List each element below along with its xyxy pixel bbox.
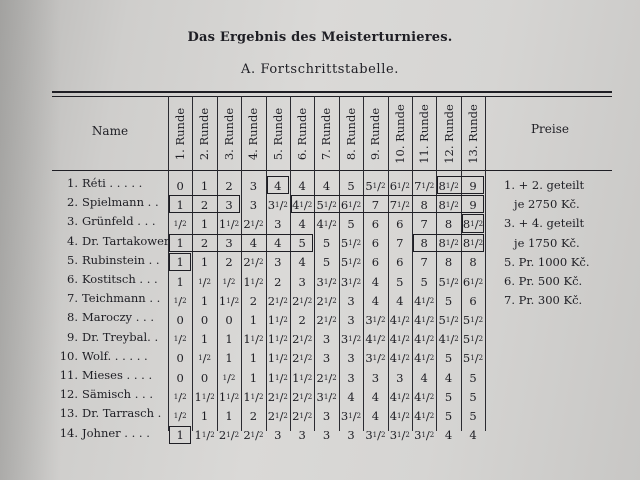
score-cell: 3 — [322, 351, 331, 366]
score-cell: 1 / 2 — [173, 216, 187, 231]
score-cell: 4 — [347, 389, 355, 404]
score-cell: 1 — [176, 197, 184, 212]
player-name: Mieses . . . . — [82, 368, 153, 382]
score-cell: 4 1 / 2 — [414, 408, 435, 423]
score-cell: 4 1 / 2 — [414, 389, 435, 404]
score-cell: 1 1 / 2 — [194, 389, 215, 404]
page-title: Das Ergebnis des Meisterturnieres. — [187, 30, 453, 45]
score-cell: 6 1 / 2 — [340, 197, 362, 212]
score-cell: 4 — [298, 255, 306, 270]
score-cell: 0 — [176, 351, 184, 366]
score-cell: 0 — [176, 370, 184, 385]
player-name: Kostitsch . . . — [82, 272, 158, 286]
round-header: 11. Runde — [417, 104, 432, 164]
score-cell: 3 — [347, 351, 355, 366]
score-cell: 5 1 / 2 — [438, 274, 459, 289]
score-cell: 4 1 / 2 — [414, 293, 435, 308]
score-cell: 4 — [322, 178, 331, 193]
round-header: 8. Runde — [344, 107, 358, 161]
score-cell: 4 — [371, 274, 380, 289]
header-separator-rule — [52, 170, 612, 171]
player-name: Dr. Tartakower — [82, 233, 170, 248]
score-cell: 5 — [347, 216, 355, 231]
score-cell: 2 1 / 2 — [267, 389, 288, 404]
score-cell: 8 — [420, 197, 428, 212]
score-cell: 1 / 2 — [222, 370, 236, 385]
player-name: Wolf. . . . . . — [82, 348, 148, 363]
score-cell: 6 1 / 2 — [389, 178, 410, 193]
score-cell: 3 — [298, 428, 306, 443]
score-cell: 1 1 / 2 — [243, 332, 264, 347]
player-number: 13. — [59, 406, 78, 421]
score-cell: 3 1 / 2 — [316, 389, 337, 404]
score-cell: 2 1 / 2 — [243, 216, 264, 231]
score-cell: 1 — [176, 428, 184, 443]
score-cell: 1 1 / 2 — [194, 428, 215, 443]
score-cell: 5 1 / 2 — [340, 236, 362, 251]
score-cell: 1 / 2 — [173, 389, 187, 404]
score-cell: 2 1 / 2 — [267, 408, 288, 423]
score-cell: 4 — [274, 236, 282, 251]
score-cell: 1 — [200, 255, 209, 270]
score-cell: 3 — [225, 197, 233, 212]
score-cell: 3 1 / 2 — [365, 312, 386, 327]
score-cell: 3 1 / 2 — [389, 428, 410, 443]
score-cell: 4 — [396, 293, 404, 308]
score-cell: 8 — [469, 255, 477, 270]
score-cell: 1 / 2 — [222, 274, 236, 289]
score-cell: 1 1 / 2 — [218, 389, 240, 404]
score-cell: 3 — [347, 293, 355, 308]
score-cell: 2 — [200, 197, 209, 212]
player-number: 9. — [67, 329, 78, 344]
score-cell: 3 — [347, 428, 355, 443]
score-cell: 2 — [225, 178, 233, 193]
score-cell: 3 — [371, 370, 380, 385]
score-cell: 2 — [225, 255, 233, 270]
score-cell: 4 1 / 2 — [438, 332, 459, 347]
player-name: Spielmann . . — [82, 195, 159, 210]
score-cell: 6 1 / 2 — [462, 274, 484, 289]
score-cell: 3 1 / 2 — [365, 428, 386, 443]
player-name: Réti . . . . . — [82, 176, 143, 190]
prize-line: 7. Pr. 300 Kč. — [504, 293, 583, 308]
score-cell: 7 — [420, 216, 428, 231]
score-cell: 8 — [444, 255, 453, 270]
score-cell: 1 — [200, 408, 209, 423]
score-cell: 7 — [420, 255, 428, 270]
score-cell: 2 1 / 2 — [243, 255, 264, 270]
score-cell: 3 — [274, 428, 282, 443]
score-cell: 5 — [298, 236, 306, 251]
table-subtitle: A. Fortschrittstabelle. — [241, 62, 399, 77]
score-cell: 1 — [249, 370, 258, 385]
score-cell: 3 — [322, 428, 331, 443]
leader-frame — [169, 195, 240, 213]
player-number: 6. — [67, 272, 78, 286]
round-header: 13. Runde — [466, 104, 480, 164]
score-cell: 4 1 / 2 — [365, 332, 386, 347]
score-cell: 5 — [444, 351, 453, 366]
score-cell: 6 — [396, 216, 404, 231]
score-cell: 1 / 2 — [173, 408, 187, 423]
score-cell: 2 — [249, 293, 258, 308]
score-cell: 5 1 / 2 — [462, 332, 484, 347]
score-cell: 5 — [469, 389, 477, 404]
score-cell: 3 — [347, 370, 355, 385]
score-cell: 1 1 / 2 — [243, 389, 264, 404]
score-cell: 1 1 / 2 — [267, 332, 288, 347]
round-header: 3. Runde — [222, 107, 236, 161]
player-name: Johner . . . . — [82, 425, 150, 440]
score-cell: 3 — [298, 274, 306, 289]
leader-frame — [169, 234, 313, 252]
score-cell: 8 1 / 2 — [438, 178, 459, 193]
player-name: Dr. Treybal. . — [82, 329, 159, 344]
round-header: 4. Runde — [246, 107, 261, 161]
score-cell: 4 — [298, 178, 306, 193]
score-cell: 1 1 / 2 — [218, 293, 240, 308]
score-cell: 1 / 2 — [173, 332, 187, 347]
score-cell: 7 1 / 2 — [389, 197, 410, 212]
round-header: 2. Runde — [197, 107, 212, 161]
score-cell: 2 1 / 2 — [292, 293, 313, 308]
column-divider — [485, 96, 486, 431]
score-cell: 3 1 / 2 — [340, 408, 362, 423]
player-number: 11. — [59, 368, 78, 382]
player-number: 8. — [67, 310, 78, 325]
score-cell: 0 — [176, 312, 184, 327]
score-cell: 6 — [396, 255, 404, 270]
score-cell: 4 — [298, 216, 306, 231]
score-cell: 4 — [469, 428, 477, 443]
score-cell: 5 — [322, 255, 331, 270]
round-header: 7. Runde — [319, 107, 334, 161]
score-cell: 8 1 / 2 — [438, 197, 459, 212]
score-cell: 3 — [274, 216, 282, 231]
score-cell: 3 — [347, 312, 355, 327]
score-cell: 5 — [469, 370, 477, 385]
score-cell: 4 1 / 2 — [389, 389, 410, 404]
score-cell: 1 — [249, 312, 258, 327]
score-cell: 4 1 / 2 — [414, 351, 435, 366]
score-cell: 0 — [176, 178, 184, 193]
score-cell: 2 1 / 2 — [316, 370, 337, 385]
prize-line: 6. Pr. 500 Kč. — [504, 274, 583, 288]
score-cell: 4 1 / 2 — [389, 312, 410, 327]
player-number: 1. — [67, 176, 78, 190]
score-cell: 3 — [225, 236, 233, 251]
score-cell: 1 1 / 2 — [292, 370, 313, 385]
player-number: 2. — [67, 195, 78, 210]
score-cell: 3 — [274, 255, 282, 270]
score-cell: 2 1 / 2 — [292, 351, 313, 366]
score-cell: 4 — [371, 389, 380, 404]
score-cell: 0 — [200, 370, 209, 385]
score-cell: 4 — [420, 370, 428, 385]
score-cell: 1 / 2 — [198, 351, 211, 366]
score-cell: 5 — [444, 293, 453, 308]
score-cell: 4 1 / 2 — [414, 332, 435, 347]
score-cell: 3 — [322, 332, 331, 347]
score-cell: 6 — [371, 255, 380, 270]
score-cell: 2 1 / 2 — [267, 293, 288, 308]
score-cell: 5 — [322, 236, 331, 251]
score-cell: 5 — [396, 274, 404, 289]
score-cell: 8 1 / 2 — [462, 216, 484, 231]
score-cell: 3 1 / 2 — [267, 197, 288, 212]
score-cell: 1 — [200, 293, 209, 308]
round-header: 10. Runde — [392, 104, 407, 164]
player-name: Grünfeld . . . — [82, 214, 156, 229]
round-header: 12. Runde — [441, 104, 456, 164]
score-cell: 1 — [200, 332, 209, 347]
prizes-column-header: Preise — [530, 122, 569, 136]
score-cell: 4 — [371, 293, 380, 308]
score-cell: 1 / 2 — [173, 293, 187, 308]
player-number: 10. — [59, 348, 78, 363]
score-cell: 0 — [200, 312, 209, 327]
score-cell: 7 1 / 2 — [414, 178, 435, 193]
score-cell: 2 1 / 2 — [316, 312, 337, 327]
score-cell: 6 — [371, 236, 380, 251]
score-cell: 1 1 / 2 — [267, 351, 288, 366]
score-cell: 4 — [274, 178, 282, 193]
round-header: 6. Runde — [295, 107, 310, 161]
score-cell: 2 1 / 2 — [243, 428, 264, 443]
score-cell: 9 — [469, 178, 477, 193]
score-cell: 1 1 / 2 — [243, 274, 264, 289]
score-cell: 4 1 / 2 — [316, 216, 337, 231]
score-cell: 5 1 / 2 — [365, 178, 386, 193]
prize-line: 5. Pr. 1000 Kč. — [504, 254, 590, 269]
score-cell: 1 1 / 2 — [218, 216, 240, 231]
player-name: Sämisch . . . — [82, 387, 153, 402]
score-cell: 5 1 / 2 — [340, 255, 362, 270]
score-cell: 3 — [396, 370, 404, 385]
score-cell: 4 1 / 2 — [389, 351, 410, 366]
score-cell: 2 — [274, 274, 282, 289]
score-cell: 2 1 / 2 — [292, 332, 313, 347]
score-cell: 3 — [322, 408, 331, 423]
round-header: 5. Runde — [270, 107, 285, 161]
prize-line: 3. + 4. geteilt — [504, 216, 585, 231]
round-header: 9. Runde — [368, 107, 383, 161]
score-cell: 5 — [420, 274, 428, 289]
score-cell: 8 — [444, 216, 453, 231]
player-number: 5. — [67, 252, 78, 267]
score-cell: 6 — [469, 293, 477, 308]
player-name: Rubinstein . . — [82, 252, 160, 267]
score-cell: 2 1 / 2 — [316, 293, 337, 308]
score-cell: 1 — [200, 178, 209, 193]
player-number: 7. — [67, 291, 78, 306]
score-cell: 8 1 / 2 — [462, 236, 484, 251]
score-cell: 3 — [249, 197, 258, 212]
leader-frame — [462, 214, 484, 232]
score-cell: 0 — [225, 312, 233, 327]
score-cell: 4 — [249, 236, 258, 251]
score-cell: 4 1 / 2 — [292, 197, 313, 212]
score-cell: 5 — [444, 389, 453, 404]
top-rule-thin — [52, 96, 612, 97]
leader-frame — [267, 176, 289, 194]
player-name: Maroczy . . . — [82, 310, 154, 325]
score-cell: 3 — [249, 178, 258, 193]
score-cell: 1 — [225, 408, 233, 423]
score-cell: 9 — [469, 197, 477, 212]
score-cell: 3 1 / 2 — [340, 274, 362, 289]
score-cell: 1 — [176, 236, 184, 251]
score-cell: 4 — [371, 408, 380, 423]
player-name: Teichmann . . — [82, 291, 161, 306]
score-cell: 2 — [298, 312, 306, 327]
score-cell: 5 1 / 2 — [462, 351, 484, 366]
score-cell: 1 — [225, 351, 233, 366]
score-cell: 7 — [396, 236, 404, 251]
leader-frame — [413, 234, 484, 252]
score-cell: 5 — [347, 178, 355, 193]
score-cell: 7 — [371, 197, 380, 212]
player-name: Dr. Tarrasch . — [82, 406, 162, 421]
leader-frame — [169, 426, 191, 444]
score-cell: 8 1 / 2 — [438, 236, 459, 251]
round-header: 1. Runde — [173, 107, 188, 161]
score-cell: 3 1 / 2 — [414, 428, 435, 443]
leader-frame — [169, 253, 191, 271]
score-cell: 1 / 2 — [198, 274, 211, 289]
player-number: 4. — [67, 233, 78, 248]
score-cell: 2 — [200, 236, 209, 251]
prize-line: je 2750 Kč. — [514, 197, 580, 212]
score-cell: 1 — [176, 255, 184, 270]
score-cell: 6 — [371, 216, 380, 231]
score-cell: 5 — [444, 408, 453, 423]
player-number: 3. — [67, 214, 78, 229]
score-cell: 4 1 / 2 — [389, 408, 410, 423]
leader-frame — [291, 195, 484, 213]
score-cell: 1 — [200, 216, 209, 231]
score-cell: 2 1 / 2 — [218, 428, 240, 443]
score-cell: 5 1 / 2 — [438, 312, 459, 327]
score-cell: 1 — [249, 351, 258, 366]
score-cell: 5 1 / 2 — [462, 312, 484, 327]
score-cell: 4 1 / 2 — [414, 312, 435, 327]
score-cell: 1 — [225, 332, 233, 347]
score-cell: 2 1 / 2 — [292, 389, 313, 404]
score-cell: 2 — [249, 408, 258, 423]
score-cell: 4 1 / 2 — [389, 332, 410, 347]
leader-frame — [437, 176, 484, 194]
score-cell: 3 1 / 2 — [316, 274, 337, 289]
score-cell: 2 1 / 2 — [292, 408, 313, 423]
player-number: 12. — [59, 387, 78, 402]
score-cell: 5 — [469, 408, 477, 423]
player-number: 14. — [59, 425, 78, 440]
top-rule-thick — [52, 91, 612, 93]
score-cell: 5 1 / 2 — [316, 197, 337, 212]
name-column-header: Name — [91, 124, 129, 138]
score-cell: 1 1 / 2 — [267, 312, 288, 327]
prize-line: je 1750 Kč. — [514, 235, 580, 250]
score-cell: 1 — [176, 274, 184, 289]
score-cell: 3 1 / 2 — [365, 351, 386, 366]
score-cell: 8 — [420, 236, 428, 251]
score-cell: 4 — [444, 370, 453, 385]
prize-line: 1. + 2. geteilt — [504, 178, 585, 192]
score-cell: 4 — [444, 428, 453, 443]
score-cell: 3 1 / 2 — [340, 332, 362, 347]
score-cell: 1 1 / 2 — [267, 370, 288, 385]
